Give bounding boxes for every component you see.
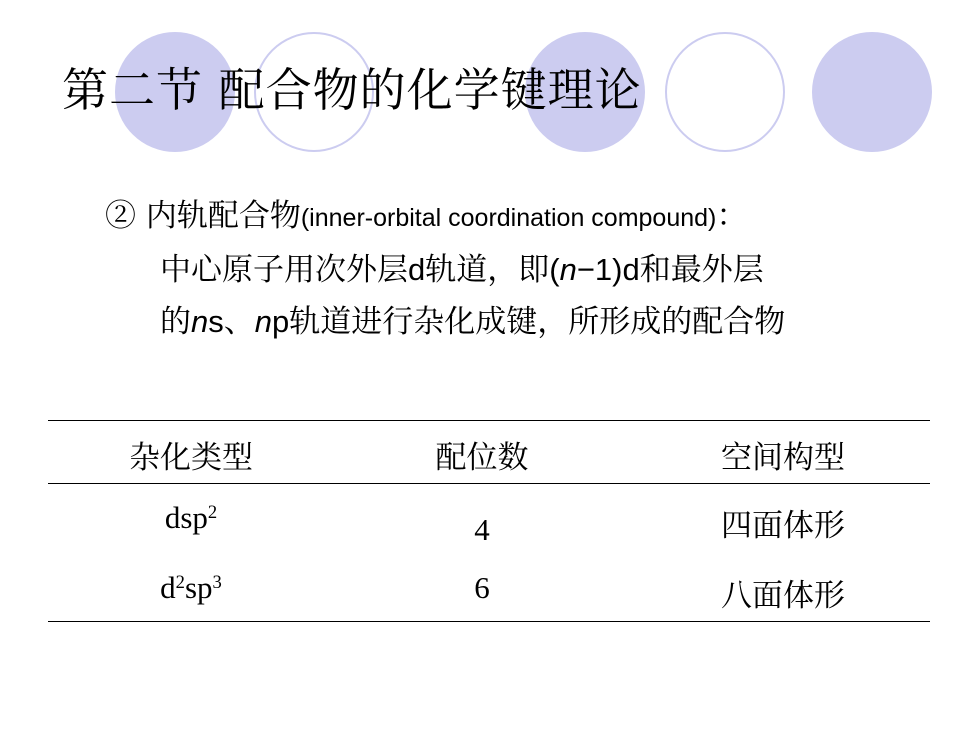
table-cell-coordination: [474, 512, 490, 548]
text-fragment: n: [254, 304, 272, 339]
definition-line-2: [105, 244, 945, 296]
text-fragment: 轨道进行杂化成键，所形成的配合物: [289, 304, 786, 340]
definition-line-3: [105, 296, 945, 348]
table-cell-type: [165, 500, 217, 536]
text-fragment: p: [272, 304, 290, 339]
definition-line-1: [105, 190, 945, 244]
header-hybridization-type: 杂化类型: [129, 440, 253, 476]
superscript: 2: [207, 501, 218, 523]
table-rule-top: [48, 420, 930, 421]
text-fragment: d: [408, 252, 426, 287]
header-geometry: 空间构型: [721, 440, 845, 476]
text-fragment: 6: [474, 570, 490, 605]
table-rule-header: [48, 483, 930, 484]
term-english: (inner-orbital coordination compound): [300, 204, 717, 232]
text-fragment: 中心原子用次外层: [160, 252, 408, 288]
text-fragment: s: [208, 304, 224, 339]
table-cell-geometry: 四面体形: [721, 508, 845, 544]
text-fragment: 4: [474, 512, 490, 547]
colon: ：: [716, 198, 748, 234]
circled-number-marker: ②: [105, 198, 136, 234]
text-fragment: sp: [184, 570, 213, 605]
text-fragment: 和最外层: [639, 252, 764, 288]
slide-title: 第二节 配合物的化学键理论: [62, 63, 642, 117]
text-fragment: 的: [160, 304, 191, 340]
text-fragment: dsp: [164, 500, 208, 535]
table-rule-bottom: [48, 621, 930, 622]
text-fragment: 轨道，即: [425, 252, 550, 288]
header-coordination-number: 配位数: [435, 440, 529, 476]
table-cell-coordination: [474, 570, 490, 606]
definition-block: [105, 190, 945, 348]
decor-circle-outline: [665, 32, 785, 152]
text-fragment: −1): [576, 252, 623, 287]
table-cell-type: [160, 570, 222, 606]
text-fragment: d: [622, 252, 640, 287]
text-fragment: (: [549, 252, 560, 287]
term-chinese: 内轨配合物: [145, 198, 301, 234]
text-fragment: n: [191, 304, 209, 339]
decor-circle-filled: [812, 32, 932, 152]
superscript: 2: [175, 571, 185, 593]
text-fragment: d: [160, 570, 176, 605]
text-fragment: 、: [223, 304, 255, 340]
superscript: 3: [212, 571, 222, 593]
text-fragment: n: [559, 252, 577, 287]
table-cell-geometry: 八面体形: [721, 578, 845, 614]
